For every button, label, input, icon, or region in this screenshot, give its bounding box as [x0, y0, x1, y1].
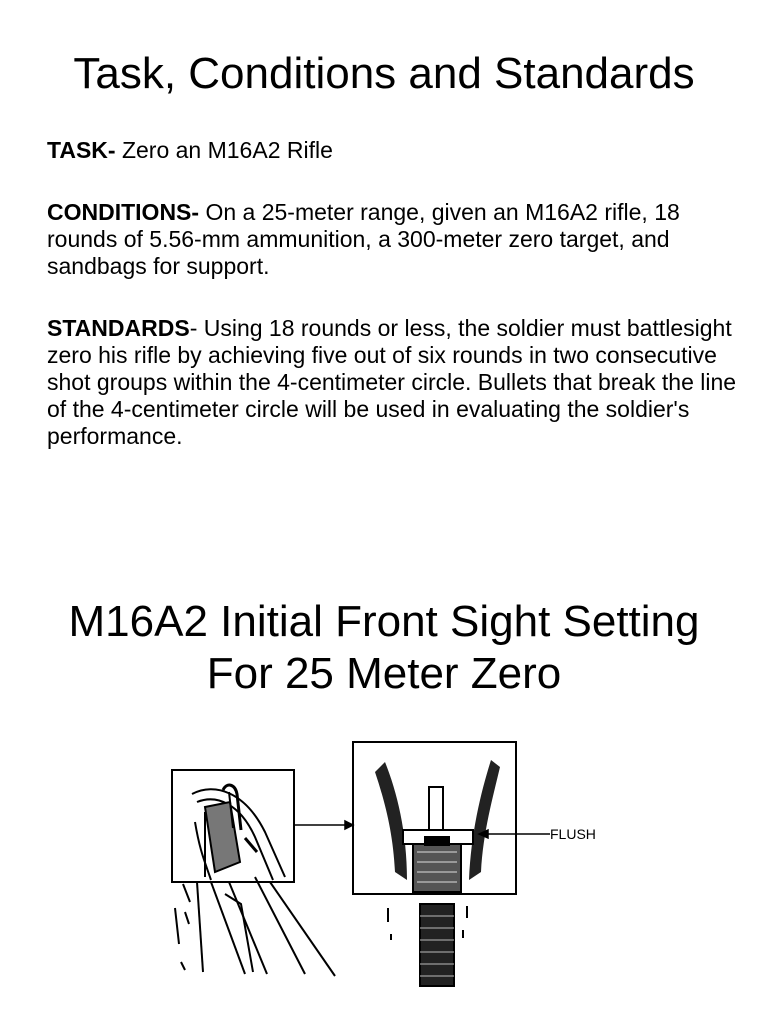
flush-label: FLUSH [550, 826, 596, 842]
threaded-stem [388, 904, 467, 986]
front-sight-title-line2: For 25 Meter Zero [206, 649, 562, 698]
task-label: TASK- [47, 137, 116, 163]
conditions-text: On a 25-meter range, given an M16A2 rifle, 18 rounds of 5.56-mm ammunition, a 300-meter zero target, and sandbags for support. [47, 199, 680, 279]
front-sight-diagram [145, 712, 625, 1024]
standards-paragraph [47, 315, 737, 450]
inset-arrow [294, 821, 353, 829]
task-text: Zero an M16A2 Rifle [115, 137, 333, 163]
sight-overview-inset [172, 770, 294, 882]
task-paragraph [47, 137, 737, 164]
flush-callout-arrow [479, 830, 550, 838]
conditions-paragraph [47, 199, 737, 280]
slide-title: Task, Conditions and Standards [73, 49, 695, 98]
conditions-label: CONDITIONS- [47, 199, 200, 225]
standards-label: STANDARDS [47, 315, 190, 341]
flush-detail-inset [353, 742, 516, 894]
sight-base-lines [175, 877, 335, 976]
front-sight-title-line1: M16A2 Initial Front Sight Setting [68, 597, 700, 646]
front-sight-title [0, 596, 768, 700]
standards-text: - Using 18 rounds or less, the soldier must battlesight zero his rifle by achieving five out of six rounds in two consecutive shot groups within the 4-centimeter circle. Bullets that break the line of the 4-centimeter circle will be used in evaluating the soldier's performance. [47, 315, 737, 449]
